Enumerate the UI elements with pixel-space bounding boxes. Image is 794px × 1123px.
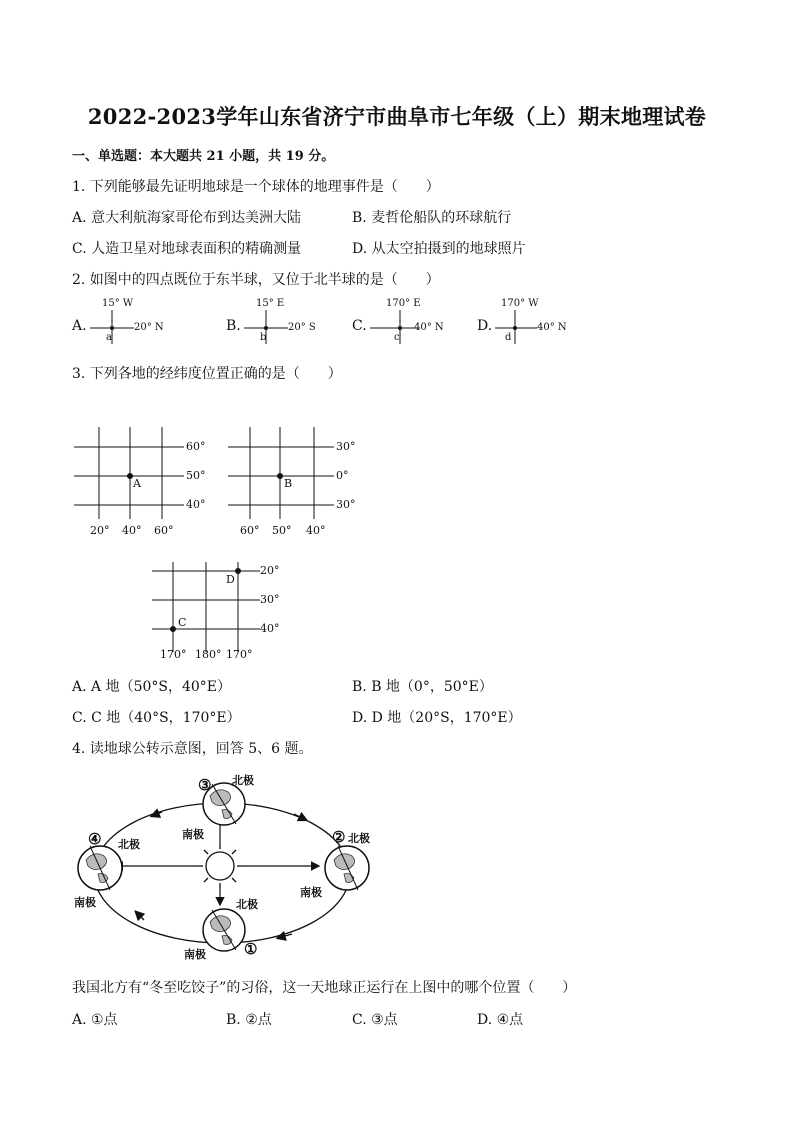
orbit-4-south: 南极	[74, 896, 96, 909]
orbit-pos-2: ②	[332, 828, 346, 846]
q2-option-c	[352, 298, 472, 346]
q1-option-a: A. 意大利航海家哥伦布到达美洲大陆	[72, 210, 302, 226]
earth-1-icon	[203, 909, 245, 951]
q2-option-d-lat: 40° N	[537, 322, 567, 333]
q3-grid-b-lat-1: 30°	[336, 440, 356, 453]
q3-grid-cd-lines	[150, 560, 262, 654]
orbit-2-south: 南极	[300, 886, 322, 899]
q3-grid-b-lon-1: 60°	[240, 524, 260, 537]
q4-option-a: A. ①点	[72, 1012, 118, 1028]
q3-grid-b-lines	[226, 425, 342, 521]
q2-option-c-point: c	[394, 332, 400, 343]
orbit-diagram-drawing	[72, 770, 382, 960]
q3-grid-cd-lon-2: 180°	[195, 648, 222, 661]
q1-option-d: D. 从太空拍摄到的地球照片	[352, 241, 526, 257]
q3-grid-cd-lon-1: 170°	[160, 648, 187, 661]
q4-option-d: D. ④点	[477, 1012, 524, 1028]
q2-option-a	[72, 298, 192, 346]
orbit-3-north: 北极	[232, 774, 254, 787]
q3-option-c: C. C 地（40°S，170°E）	[72, 710, 241, 726]
orbit-pos-4: ④	[88, 830, 102, 848]
q3-grid-a-lon-1: 20°	[90, 524, 110, 537]
orbit-1-south: 南极	[184, 948, 206, 961]
q2-option-c-letter: C.	[352, 318, 367, 334]
q2-option-a-point: a	[106, 332, 112, 343]
q4-option-c: C. ③点	[352, 1012, 398, 1028]
q1-option-c: C. 人造卫星对地球表面积的精确测量	[72, 241, 302, 257]
q3-grid-a-lat-1: 60°	[186, 440, 206, 453]
q2-option-c-lat: 40° N	[414, 322, 444, 333]
q3-grid-a-lines	[72, 425, 188, 521]
q2-option-d-lon: 170° W	[501, 298, 539, 309]
sun-icon	[198, 844, 242, 888]
q3-stem: 3. 下列各地的经纬度位置正确的是（ ）	[72, 366, 342, 382]
q1-option-b: B. 麦哲伦船队的环球航行	[352, 210, 512, 226]
q3-grid-cd-lat-3: 40°	[260, 622, 280, 635]
q3-grid-b	[226, 425, 366, 541]
q3-grid-cd-point-c: C	[178, 616, 187, 629]
q2-option-b-lat: 20° S	[288, 322, 316, 333]
earth-4-icon	[78, 846, 122, 890]
q2-option-a-lat: 20° N	[134, 322, 164, 333]
q3-grid-a	[72, 425, 212, 541]
q2-option-b-letter: B.	[226, 318, 241, 334]
q2-option-d	[477, 298, 597, 346]
q2-stem: 2. 如图中的四点既位于东半球，又位于北半球的是（ ）	[72, 272, 440, 288]
q2-option-d-point: d	[505, 332, 512, 343]
orbit-diagram	[72, 770, 382, 960]
q3-grid-cd-lat-2: 30°	[260, 593, 280, 606]
orbit-pos-1: ①	[244, 940, 258, 958]
orbit-pos-3: ③	[198, 776, 212, 794]
q2-option-b	[226, 298, 346, 346]
orbit-4-north: 北极	[118, 838, 140, 851]
q2-option-c-lon: 170° E	[386, 298, 421, 309]
q4-stem: 4. 读地球公转示意图，回答 5、6 题。	[72, 741, 313, 757]
q4-option-b: B. ②点	[226, 1012, 272, 1028]
q3-grid-a-lon-2: 40°	[122, 524, 142, 537]
q3-grid-a-lon-3: 60°	[154, 524, 174, 537]
q2-option-b-point: b	[260, 332, 267, 343]
q3-option-d: D. D 地（20°S，170°E）	[352, 710, 522, 726]
q3-grid-b-lat-2: 0°	[336, 469, 349, 482]
q3-grid-b-lon-2: 50°	[272, 524, 292, 537]
q3-grid-a-point: A	[133, 477, 141, 490]
q3-grid-cd-point-d: D	[226, 573, 235, 586]
q2-option-d-letter: D.	[477, 318, 493, 334]
q3-grid-b-lat-3: 30°	[336, 498, 356, 511]
q2-option-a-letter: A.	[72, 318, 87, 334]
orbit-3-south: 南极	[182, 828, 204, 841]
q4-sub-stem: 我国北方有“冬至吃饺子”的习俗，这一天地球正运行在上图中的哪个位置（ ）	[72, 980, 577, 996]
q3-option-a: A. A 地（50°S，40°E）	[72, 679, 232, 695]
section-heading: 一、单选题：本大题共 21 小题，共 19 分。	[72, 149, 335, 164]
q3-grid-a-lat-2: 50°	[186, 469, 206, 482]
q2-option-a-cross	[90, 310, 140, 344]
earth-2-icon	[325, 846, 369, 890]
q3-grid-a-lat-3: 40°	[186, 498, 206, 511]
page-title: 2022-2023学年山东省济宁市曲阜市七年级（上）期末地理试卷	[87, 104, 707, 129]
q3-grid-b-lon-3: 40°	[306, 524, 326, 537]
q2-option-a-lon: 15° W	[102, 298, 134, 309]
q3-option-b: B. B 地（0°，50°E）	[352, 679, 493, 695]
q2-option-b-lon: 15° E	[256, 298, 285, 309]
q3-grid-cd	[150, 560, 310, 672]
q3-grid-cd-lat-1: 20°	[260, 564, 280, 577]
q2-option-b-cross	[244, 310, 294, 344]
orbit-2-north: 北极	[348, 832, 370, 845]
q3-grid-cd-lon-3: 170°	[226, 648, 253, 661]
q1-stem: 1. 下列能够最先证明地球是一个球体的地理事件是（ ）	[72, 179, 440, 195]
q3-grid-b-point: B	[284, 477, 293, 490]
orbit-1-north: 北极	[236, 898, 258, 911]
